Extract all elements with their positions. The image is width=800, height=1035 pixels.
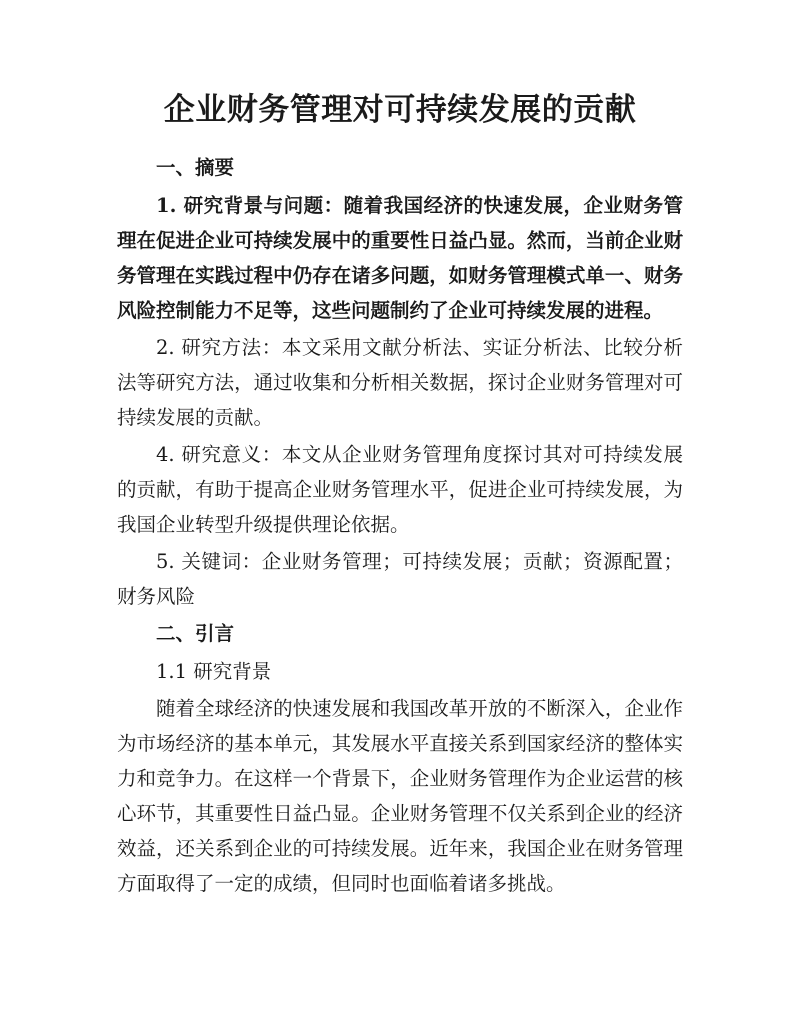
abstract-significance-paragraph: 4. 研究意义：本文从企业财务管理角度探讨其对可持续发展的贡献，有助于提高企业财务管理水平，促进企业可持续发展，为我国企业转型升级提供理论依据。 — [117, 443, 683, 536]
introduction-background-paragraph: 随着全球经济的快速发展和我国改革开放的不断深入，企业作为市场经济的基本单元，其发展水平直接关系到国家经济的整体实力和竞争力。在这样一个背景下，企业财务管理作为企业运营的核心环节，其重要性日益凸显。企业财务管理不仅关系到企业的经济效益，还关系到企业的可持续发展。近年来，我国企业在财务管理方面取得了一定的成绩，但同时也面临着诸多挑战。 — [117, 697, 683, 895]
abstract-keywords-paragraph: 5. 关键词：企业财务管理；可持续发展；贡献；资源配置；财务风险 — [117, 550, 683, 608]
section-abstract — [117, 150, 683, 614]
document-page — [117, 88, 683, 903]
section-introduction — [117, 616, 683, 901]
section-heading-abstract: 一、摘要 — [156, 156, 235, 179]
abstract-method-paragraph: 2. 研究方法：本文采用文献分析法、实证分析法、比较分析法等研究方法，通过收集和分析相关数据，探讨企业财务管理对可持续发展的贡献。 — [117, 336, 683, 429]
subsection-heading-background: 1.1 研究背景 — [156, 660, 272, 683]
abstract-background-paragraph: 1. 研究背景与问题：随着我国经济的快速发展，企业财务管理在促进企业可持续发展中的重要性日益凸显。然而，当前企业财务管理在实践过程中仍存在诸多问题，如财务管理模式单一、财务风险控制能力不足等，这些问题制约了企业可持续发展的进程。 — [117, 194, 683, 322]
section-heading-introduction: 二、引言 — [156, 622, 235, 645]
document-title: 企业财务管理对可持续发展的贡献 — [163, 92, 637, 128]
